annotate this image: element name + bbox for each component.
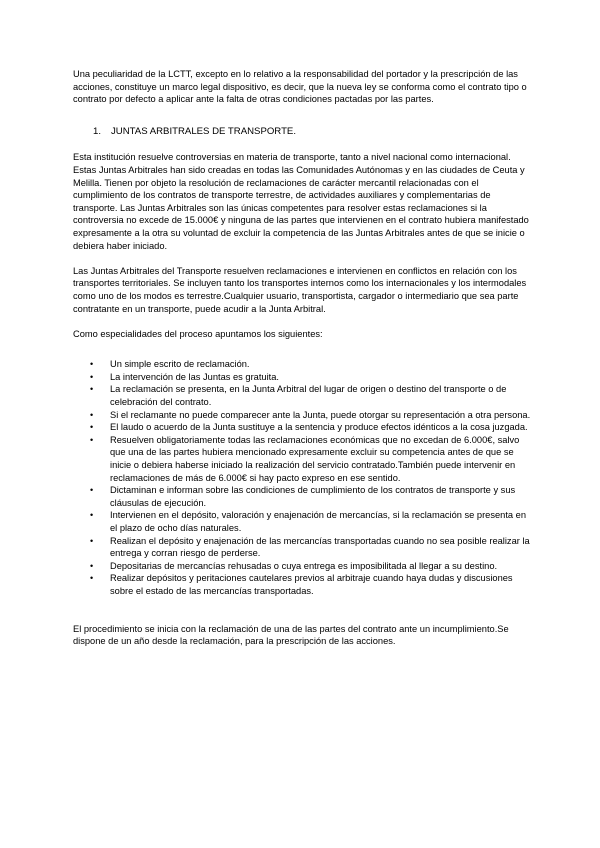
list-item: • Un simple escrito de reclamación. [73, 358, 531, 371]
list-item: • Realizan el depósito y enajenación de las mercancías transportadas cuando no sea posible realizar la entrega y corran riesgo de perderse. [73, 535, 531, 560]
list-item: • Intervienen en el depósito, valoración y enajenación de mercancías, si la reclamación se presenta en el plazo de ocho días naturales. [73, 509, 531, 534]
list-item: • Resuelven obligatoriamente todas las reclamaciones económicas que no excedan de 6.000€, salvo que una de las partes hubiera mencionado expresamente excluir su competencia antes de que se inicie o debiera haberse iniciado la realización del servicio contratado.También puede intervenir en reclamaciones de más de 6.000€ si hay pacto expreso en ese sentido. [73, 434, 531, 484]
paragraph-especialidades: Como especialidades del proceso apuntamos los siguientes: [73, 328, 323, 339]
list-item: • Realizar depósitos y peritaciones cautelares previos al arbitraje cuando haya dudas y discusiones sobre el estado de las mercancías transportadas. [73, 572, 531, 597]
section-heading [73, 126, 531, 139]
especialidades-list [73, 358, 531, 597]
list-item: • Dictaminan e informan sobre las condiciones de cumplimiento de los contratos de transporte y sus cláusulas de ejecución. [73, 484, 531, 509]
list-item: • Depositarias de mercancías rehusadas o cuya entrega es imposibilitada al llegar a su destino. [73, 560, 531, 573]
list-item: • Si el reclamante no puede comparecer ante la Junta, puede otorgar su representación a otra persona. [73, 409, 531, 422]
paragraph-institution: Esta institución resuelve controversias en materia de transporte, tanto a nivel nacional como internacional. [73, 152, 511, 163]
paragraph-juntas-transporte: Las Juntas Arbitrales del Transporte resuelven reclamaciones e intervienen en conflictos en relación con los transportes territoriales. Se incluyen tanto los transportes internos como los internacionales y los intermodales como uno de los modos es terrestre.Cualquier usuario, transportista, cargador o intermediario que sea parte contratante en un transporte, puede acudir a la Junta Arbitral. [73, 265, 527, 314]
document-page [73, 68, 531, 648]
list-item: • La reclamación se presenta, en la Junta Arbitral del lugar de origen o destino del transporte o de celebración del contrato. [73, 383, 531, 408]
paragraph-procedimiento: El procedimiento se inicia con la reclamación de una de las partes del contrato ante un incumplimiento.Se dispone de un año desde la reclamación, para la prescripción de las acciones. [73, 623, 509, 647]
intro-paragraph: Una peculiaridad de la LCTT, excepto en lo relativo a la responsabilidad del portador y la prescripción de las acciones, constituye un marco legal dispositivo, es decir, que la nueva ley se conforma como el contrato tipo o contrato por defecto a aplicar ante la falta de otras condiciones pactadas por las partes. [73, 69, 527, 105]
list-item: • El laudo o acuerdo de la Junta sustituye a la sentencia y produce efectos idénticos a la cosa juzgada. [73, 421, 531, 434]
paragraph-juntas-creadas: Estas Juntas Arbitrales han sido creadas en todas las Comunidades Autónomas y en las ciudades de Ceuta y Melilla. Tienen por objeto la resolución de reclamaciones de carácter mercantil relacionadas con el cumplimiento de los contratos de transporte terrestre, de actividades auxiliares y complementarias de transporte. Las Juntas Arbitrales son las únicas competentes para resolver estas reclamaciones si la controversia no excede de 15.000€ y ninguna de las partes que intervienen en el contrato hubiera manifestado expresamente a la otra su voluntad de excluir la competencia de las Juntas Arbitrales antes de que se inicie o debiera haber iniciado. [73, 164, 529, 251]
section-title: JUNTAS ARBITRALES DE TRANSPORTE. [111, 125, 296, 137]
list-item: • La intervención de las Juntas es gratuita. [73, 371, 531, 384]
section-number: 1. [93, 125, 102, 137]
